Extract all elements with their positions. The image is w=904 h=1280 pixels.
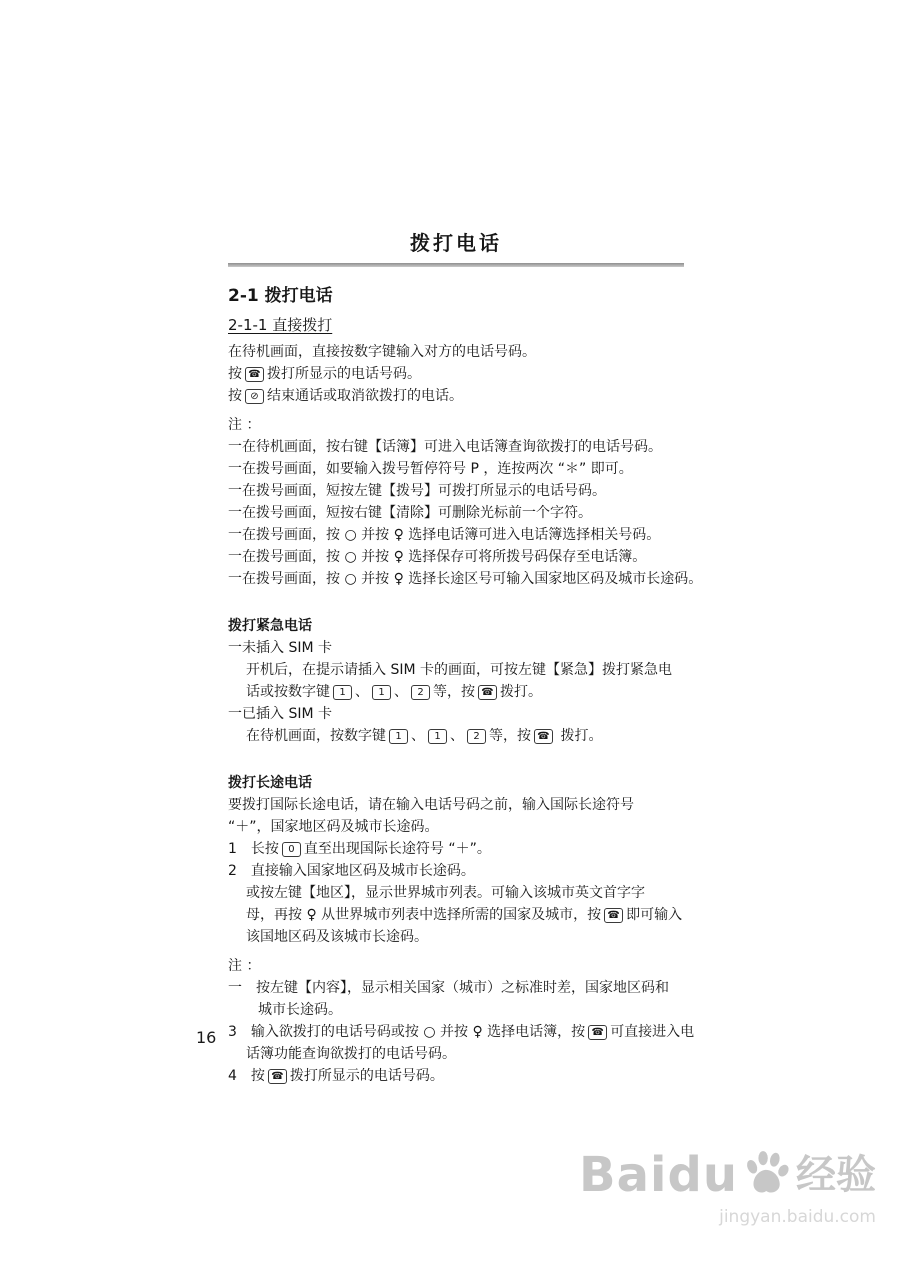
- text-line: [228, 480, 684, 502]
- text-line: [228, 816, 684, 838]
- text-span: 在待机画面，按数字键: [246, 728, 386, 744]
- key-1-icon: 1: [428, 729, 447, 744]
- text-line: [228, 568, 703, 590]
- text-line: [228, 414, 684, 436]
- text-span: 拨打所显示的电话号码。: [267, 366, 421, 382]
- key-1-icon: 1: [389, 729, 408, 744]
- text-span: 3 输入欲拨打的电话号码或按 ○ 并按 ♀ 选择电话簿，按: [228, 1024, 586, 1040]
- text-span: 一在拨号画面，按 ○ 并按 ♀ 选择电话簿可进入电话簿选择相关号码。: [228, 527, 661, 543]
- text-span: 等，按: [433, 684, 475, 700]
- text-span: 一在拨号画面，短按右键【清除】可删除光标前一个字符。: [228, 505, 592, 521]
- text-span: 拨打长途电话: [228, 775, 312, 791]
- page-title: 拨打电话: [410, 231, 502, 255]
- document-body: [228, 341, 703, 1087]
- text-span: 一已插入 SIM 卡: [228, 706, 332, 722]
- text-span: 2 直接输入国家地区码及城市长途码。: [228, 863, 475, 879]
- text-line: [228, 977, 684, 999]
- text-span: 母，再按 ♀ 从世界城市列表中选择所需的国家及城市，按: [246, 907, 602, 923]
- text-line: [228, 1043, 684, 1065]
- text-span: 按: [228, 388, 242, 404]
- text-span: 一在拨号画面，按 ○ 并按 ♀ 选择保存可将所拨号码保存至电话簿。: [228, 549, 647, 565]
- text-line: [228, 615, 684, 637]
- text-span: 话或按数字键: [246, 684, 330, 700]
- text-line: [228, 659, 684, 681]
- text-span: 要拨打国际长途电话，请在输入电话号码之前，输入国际长途符号: [228, 797, 634, 813]
- text-span: 等，按: [489, 728, 531, 744]
- text-span: 一 按左键【内容】，显示相关国家（城市）之标准时差，国家地区码和: [228, 980, 669, 996]
- key-2-icon: 2: [411, 685, 430, 700]
- send-key-icon: ☎: [588, 1025, 607, 1040]
- baidu-watermark-url: jingyan.baidu.com: [719, 1207, 876, 1227]
- text-line: [228, 385, 684, 407]
- baidu-brand-text: Baidu: [579, 1147, 738, 1203]
- text-span: 、: [394, 684, 408, 700]
- text-span: 即可输入: [626, 907, 683, 923]
- text-line: [228, 502, 684, 524]
- text-line: [228, 794, 684, 816]
- send-key-icon: ☎: [478, 685, 497, 700]
- text-line: [228, 926, 684, 948]
- text-line: [228, 882, 684, 904]
- end-key-icon: ⊘: [245, 389, 264, 404]
- text-span: 拨打紧急电话: [228, 618, 312, 634]
- text-span: 话簿功能查询欲拨打的电话号码。: [246, 1046, 456, 1062]
- send-key-icon: ☎: [534, 729, 553, 744]
- text-span: 注 ：: [228, 958, 261, 974]
- key-1-icon: 1: [333, 685, 352, 700]
- subsection-heading: 2-1-1 直接拨打: [228, 316, 333, 334]
- text-span: 、: [411, 728, 425, 744]
- send-key-icon: ☎: [604, 908, 623, 923]
- text-span: 或按左键【地区】，显示世界城市列表。可输入该城市英文首字字: [246, 885, 645, 901]
- text-span: 拨打。: [556, 728, 603, 744]
- text-span: 按: [228, 366, 242, 382]
- baidu-jingyan-text: 经验: [796, 1152, 876, 1198]
- text-span: 直至出现国际长途符号 “＋”。: [303, 841, 491, 857]
- text-line: [228, 524, 684, 546]
- text-span: 拨打所显示的电话号码。: [289, 1068, 444, 1084]
- text-line: [228, 860, 684, 882]
- text-line: [228, 1065, 684, 1087]
- send-key-icon: ☎: [268, 1069, 287, 1084]
- text-line: [228, 904, 684, 926]
- manual-page-content: [228, 230, 703, 1087]
- key-0-icon: 0: [282, 842, 301, 857]
- text-span: 开机后，在提示请插入 SIM 卡的画面，可按左键【紧急】拨打紧急电: [246, 662, 672, 678]
- title-divider: [228, 263, 684, 267]
- text-line: [228, 458, 684, 480]
- baidu-watermark: [579, 1148, 876, 1227]
- text-span: 一在拨号画面，短按左键【拨号】可拨打所显示的电话号码。: [228, 483, 606, 499]
- text-span: 结束通话或取消欲拨打的电话。: [267, 388, 463, 404]
- text-line: [228, 546, 684, 568]
- text-line: [228, 955, 684, 977]
- text-line: [228, 363, 684, 385]
- text-span: “＋”，国家地区码及城市长途码。: [228, 819, 439, 835]
- text-span: 一未插入 SIM 卡: [228, 640, 332, 656]
- text-span: 、: [450, 728, 464, 744]
- key-1-icon: 1: [372, 685, 391, 700]
- baidu-logo: [579, 1148, 876, 1202]
- text-span: 4 按: [228, 1068, 265, 1084]
- text-span: 注 ：: [228, 417, 261, 433]
- text-span: 拨打。: [500, 684, 542, 700]
- text-line: [228, 1021, 695, 1043]
- text-span: 该国地区码及该城市长途码。: [246, 929, 428, 945]
- text-span: 城市长途码。: [258, 1002, 342, 1018]
- text-line: [228, 772, 684, 794]
- text-line: [228, 838, 684, 860]
- text-line: [228, 725, 684, 747]
- text-span: 一在待机画面，按右键【话簿】可进入电话簿查询欲拨打的电话号码。: [228, 439, 662, 455]
- text-span: 可直接进入电: [610, 1024, 695, 1040]
- text-span: 一在拨号画面，如要输入拨号暂停符号 P ，连按两次 “＊” 即可。: [228, 461, 633, 477]
- baidu-paw-icon: [742, 1148, 792, 1202]
- text-line: [228, 703, 684, 725]
- section-heading: 2-1 拨打电话: [228, 286, 333, 306]
- send-key-icon: ☎: [245, 367, 264, 382]
- text-line: [228, 436, 684, 458]
- text-span: 在待机画面，直接按数字键输入对方的电话号码。: [228, 344, 536, 360]
- key-2-icon: 2: [467, 729, 486, 744]
- text-span: 、: [355, 684, 369, 700]
- text-line: [228, 637, 684, 659]
- text-span: 1 长按: [228, 841, 279, 857]
- page-number: 16: [196, 1028, 217, 1047]
- text-line: [228, 341, 684, 363]
- text-line: [228, 681, 684, 703]
- text-span: 一在拨号画面，按 ○ 并按 ♀ 选择长途区号可输入国家地区码及城市长途码。: [228, 571, 703, 587]
- text-line: [228, 999, 684, 1021]
